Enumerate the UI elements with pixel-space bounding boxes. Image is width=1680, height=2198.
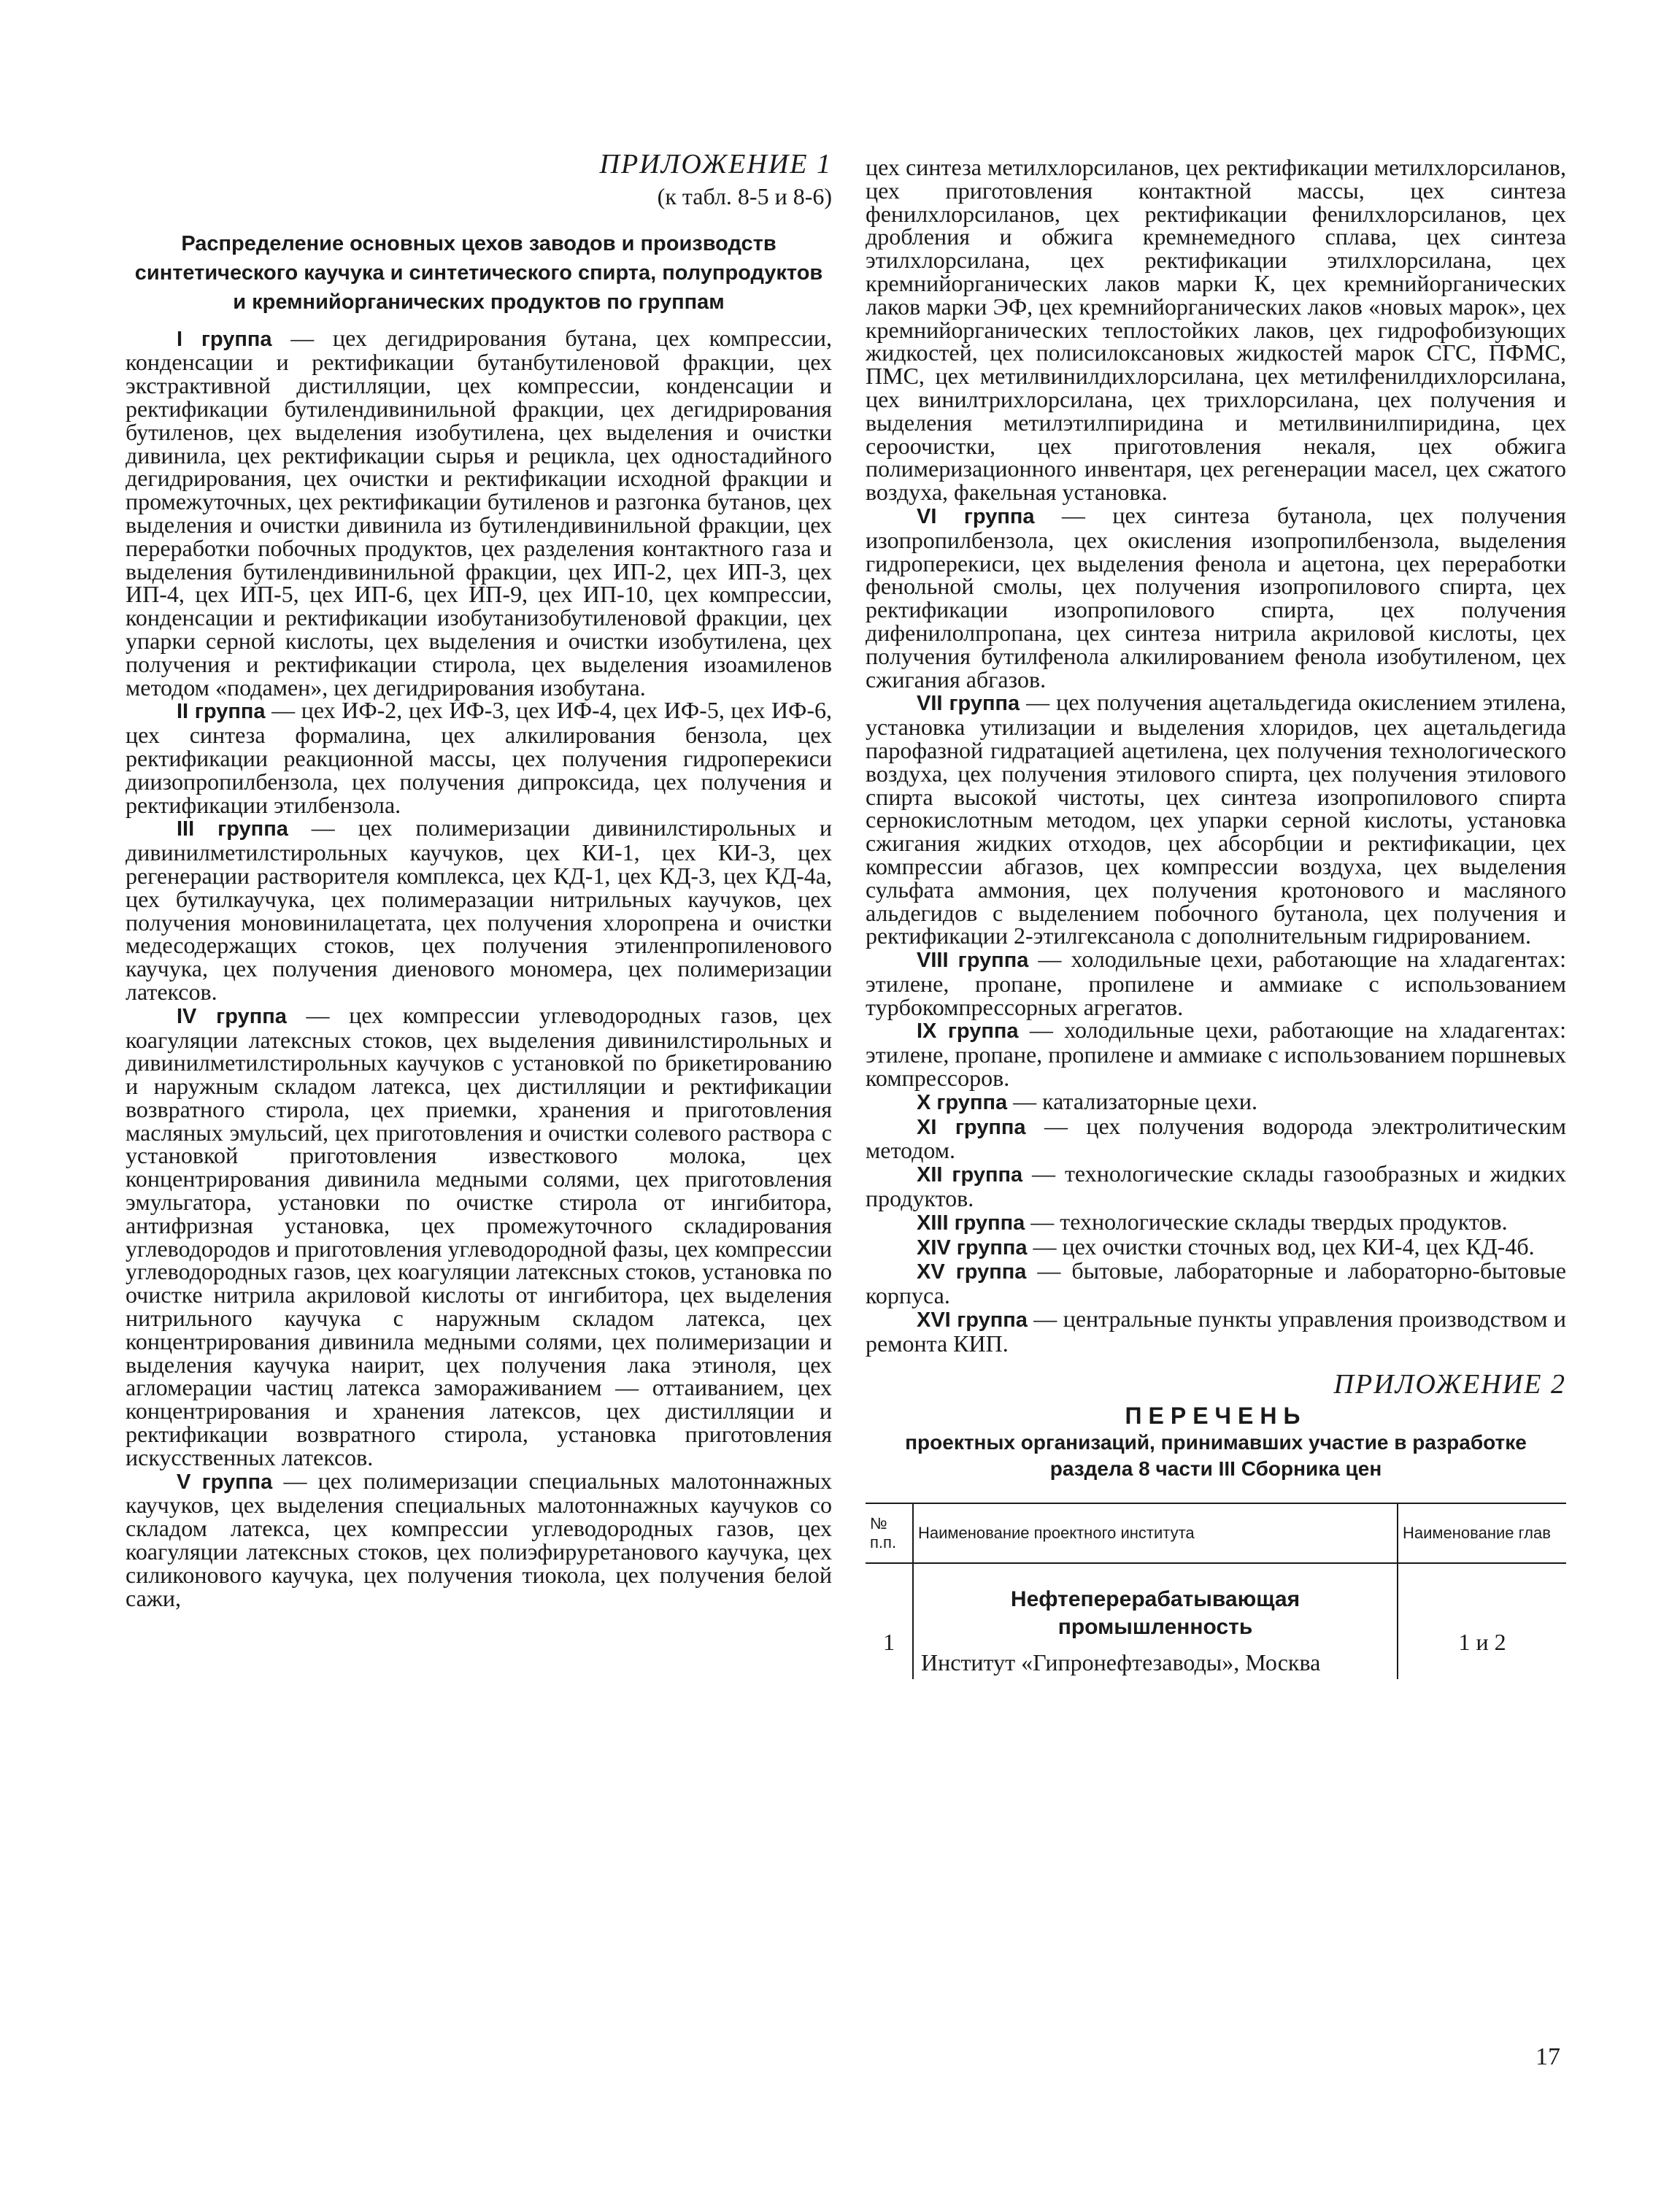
group-text: — цех ИФ-2, цех ИФ-3, цех ИФ-4, цех ИФ-5, цех ИФ-6, цех синтеза формалина, цех алкилирования бензола, цех ректификации реакционной массы, цех получения гидроперекиси диизопропилбензола, цех получения дипроксида, цех получения и ректификации этилбензола. xyxy=(126,697,832,818)
group-paragraph xyxy=(866,1235,1566,1260)
group-paragraph xyxy=(126,324,832,701)
group-paragraph xyxy=(866,1087,1566,1115)
group-label: XV группа xyxy=(917,1260,1027,1284)
group-text: — холодильные цехи, работающие на хладагентах: этилене, пропане, пропилене и аммиаке с использованием поршневых компрессоров. xyxy=(866,1017,1566,1092)
group-label: V группа xyxy=(177,1470,273,1494)
group-label: VIII группа xyxy=(917,949,1029,973)
continuation-paragraph: цех синтеза метилхлорсиланов, цех ректификации метилхлорсиланов, цех приготовления контактной массы, цех синтеза фенилхлорсиланов, цех ректификации фенилхлорсиланов, цех дробления и обжига кремнемедного сплава, цех синтеза этилхлорсилана, цех ректификации этилхлорсилана, цех кремнийорганических лаков марки К, цех кремнийорганических лаков марки ЭФ, цех кремнийорганических лаков «новых марок», цех кремнийорганических теплостойких лаков, цех гидрофобизующих жидкостей, цех полисилоксановых жидкостей марок СГС, ПФМС, ПМС, цех метилвинилдихлорсилана, цех метилфенилдихлорсилана, цех винилтрихлорсилана, цех трихлорсилана, цех получения и выделения метилэтилпиридина и метилвинилпиридина, цех сероочистки, цех приготовления некаля, цех обжига полимеризационного инвентаря, цех регенерации масел, цех сжатого воздуха, факельная установка. xyxy=(866,154,1566,506)
appendix2-subtitle: проектных организаций, принимавших участие в разработке раздела 8 части III Сборника цен xyxy=(905,1431,1527,1481)
group-label: IV группа xyxy=(177,1004,287,1028)
group-text: — технологические склады газообразных и жидких продуктов. xyxy=(866,1160,1566,1212)
group-text: — катализаторные цехи. xyxy=(1007,1087,1257,1114)
group-paragraph xyxy=(866,691,1566,948)
group-text: — технологические склады твердых продуктов. xyxy=(1025,1208,1508,1235)
industry-section: Нефтеперерабатывающая промышленность xyxy=(1010,1587,1301,1640)
header-chapters: Наименование глав xyxy=(1398,1503,1566,1563)
group-paragraph xyxy=(126,699,832,817)
group-label: VI группа xyxy=(917,504,1035,528)
left-column xyxy=(126,149,833,1611)
group-text: — цех дегидрирования бутана, цех компрессии, конденсации и ректификации бутанбутиленовой фракции, цех экстрактивной дистилляции, цех компрессии, конденсации и ректификации бутилендивинильной фракции, цех дегидрирования бутиленов, цех выделения изобутилена, цех выделения и очистки дивинила, цех ректификации сырья и рецикла, цех одностадийного дегидрирования, цех очистки и ректификации исходной фракции и промежуточных, цех ректификации бутиленов и разгонка бутанов, цех выделения и очистки дивинила из бутилендивинильной фракции, цех переработки побочных продуктов, цех разделения контактного газа и выделения бутилендивинильной фракции, цех ИП-2, цех ИП-3, цех ИП-4, цех ИП-5, цех ИП-6, цех ИП-9, цех ИП-10, цех компрессии, конденсации и ректификации изобутанизобутиленовой фракции, цех упарки серной кислоты, цех выделения и очистки изобутилена, цех получения и ректификации стирола, цех выделения изоамиленов методом «подамен», цех дегидрирования изобутана. xyxy=(126,324,832,701)
group-text: — цех получения ацетальдегида окислением этилена, установка утилизации и выделения хлоридов, цех ацетальдегида парофазной гидратацией ацетилена, цех получения технологического воздуха, цех получения этилового спирта, цех получения этилового спирта высокой чистоты, цех синтеза изопропилового спирта сернокислотным методом, цех упарки серной кислоты, установка сжигания жидких отходов, цех абсорбции и ректификации, цех компрессии абгазов, цех компрессии воздуха, цех выделения сульфата аммония, цех получения кротонового и масляного альдегидов с выделением побочного бутанола, цех получения и ректификации 2-этилгексанола с дополнительным гидрированием. xyxy=(866,689,1566,949)
appendix2-label: ПРИЛОЖЕНИЕ 2 xyxy=(1333,1368,1566,1400)
row-chapters: 1 и 2 xyxy=(1398,1563,1566,1679)
group-paragraph xyxy=(866,1208,1566,1235)
appendix1-ref: (к табл. 8-5 и 8-6) xyxy=(657,182,832,209)
institutes-table xyxy=(866,1503,1566,1679)
group-label: XI группа xyxy=(917,1115,1026,1139)
appendix2-title: ПЕРЕЧЕНЬ xyxy=(1125,1403,1307,1430)
group-label: IX группа xyxy=(917,1019,1019,1044)
group-text: — центральные пункты управления производством и ремонта КИП. xyxy=(866,1306,1567,1357)
group-label: XIV группа xyxy=(917,1235,1028,1260)
group-paragraph xyxy=(866,1162,1566,1211)
header-institute: Наименование проектного института xyxy=(913,1503,1398,1563)
group-paragraph xyxy=(126,1467,832,1611)
header-num: № п.п. xyxy=(866,1503,913,1563)
group-paragraph xyxy=(866,948,1566,1019)
group-label: II группа xyxy=(177,700,266,724)
page-number: 17 xyxy=(1535,2043,1560,2070)
group-text: — бытовые, лабораторные и лабораторно-бытовые корпуса. xyxy=(866,1257,1566,1309)
group-paragraph xyxy=(866,1019,1566,1090)
appendix1-title: Распределение основных цехов заводов и производств синтетического каучука и синтетического спирта, полупродуктов и кремнийорганических продуктов по группам xyxy=(134,231,823,314)
group-paragraph xyxy=(866,1308,1566,1356)
group-label: X группа xyxy=(917,1090,1008,1114)
group-text: — цех компрессии углеводородных газов, цех коагуляции латексных стоков, цех выделения дивинилстирольных и дивинилметилстирольных каучуков с установкой по брикетированию и наружным складом латекса, цех дистилляции и ректификации возвратного стирола, цех приемки, хранения и приготовления масляных эмульсий, цех приготовления и очистки солевого раствора с установкой приготовления известкового молока, цех концентрирования дивинила медными солями, цех приготовления эмульгатора, установки по очистке стирола от ингибитора, антифризная установка, цех промежуточного складирования углеводородов и приготовления углеводородной фазы, цех компрессии углеводородных газов, цех коагуляции латексных стоков, установка по очистке нитрила акриловой кислоты от ингибитора, цех выделения нитрильного каучука с наружным складом латекса, цех концентрирования дивинила медными солями, цех полимеризации и выделения каучука наирит, цех получения лака этиноля, цех агломерации частиц латекса замораживанием — оттаиванием, цех концентрирования и хранения латексов, цех дистилляции и ректификации возвратного стирола, установка приготовления искусственных латексов. xyxy=(126,1001,832,1470)
group-label: XIII группа xyxy=(917,1211,1025,1235)
right-column xyxy=(866,156,1566,1679)
table-header-row xyxy=(866,1503,1566,1563)
row-institute-cell xyxy=(913,1563,1398,1679)
row-num: 1 xyxy=(883,1629,895,1656)
group-text: — цех полимеризации специальных малотоннажных каучуков, цех выделения специальных малотоннажных каучуков со складом латекса, цех компрессии углеводородных газов, цех коагуляции латексных стоков, цех полиэфируретанового каучука, цех силиконового каучука, цех получения тиокола, цех получения белой сажи, xyxy=(126,1467,832,1611)
table-row xyxy=(866,1563,1566,1679)
group-text: — цех получения водорода электролитическим методом. xyxy=(866,1112,1566,1164)
group-paragraph xyxy=(866,1112,1566,1164)
row-institute: Институт «Гипронефтезаводы», Москва xyxy=(921,1649,1321,1676)
group-label: VII группа xyxy=(917,692,1020,716)
group-text: — цех очистки сточных вод, цех КИ-4, цех КД-4б. xyxy=(1027,1233,1535,1260)
group-paragraph xyxy=(866,501,1566,693)
group-paragraph xyxy=(126,1001,832,1470)
group-text: — цех синтеза бутанола, цех получения изопропилбензола, цех окисления изопропилбензола, выделения гидроперекиси, цех выделения фенола и ацетона, цех переработки фенольной смолы, цех получения изопропилового спирта, цех ректификации изопропилового спирта, цех получения дифенилолпропана, цех синтеза нитрила акриловой кислоты, цех получения бутилфенола алкилированием фенола изобутиленом, цех сжигания абгазов. xyxy=(866,501,1566,693)
group-text: — холодильные цехи, работающие на хладагентах: этилене, пропане, пропилене и аммиаке с использованием турбокомпрессорных агрегатов. xyxy=(866,946,1566,1020)
appendix1-label: ПРИЛОЖЕНИЕ 1 xyxy=(599,149,832,180)
group-label: XVI группа xyxy=(917,1308,1028,1333)
group-paragraph xyxy=(126,814,833,1005)
group-label: III группа xyxy=(177,817,288,841)
group-label: I группа xyxy=(177,327,272,351)
group-label: XII группа xyxy=(917,1163,1023,1187)
group-paragraph xyxy=(866,1257,1566,1309)
group-text: — цех полимеризации дивинилстирольных и дивинилметилстирольных каучуков, цех КИ-1, цех КИ-3, цех регенерации растворителя комплекса, цех КД-1, цех КД-3, цех КД-4а, цех бутилкаучука, цех полимеразации нитрильных каучуков, цех получения моновинилацетата, цех получения хлоропрена и очистки медесодержащих стоков, цех получения этиленпропиленового каучука, цех получения диенового мономера, цех полимеризации латексов. xyxy=(126,814,833,1005)
